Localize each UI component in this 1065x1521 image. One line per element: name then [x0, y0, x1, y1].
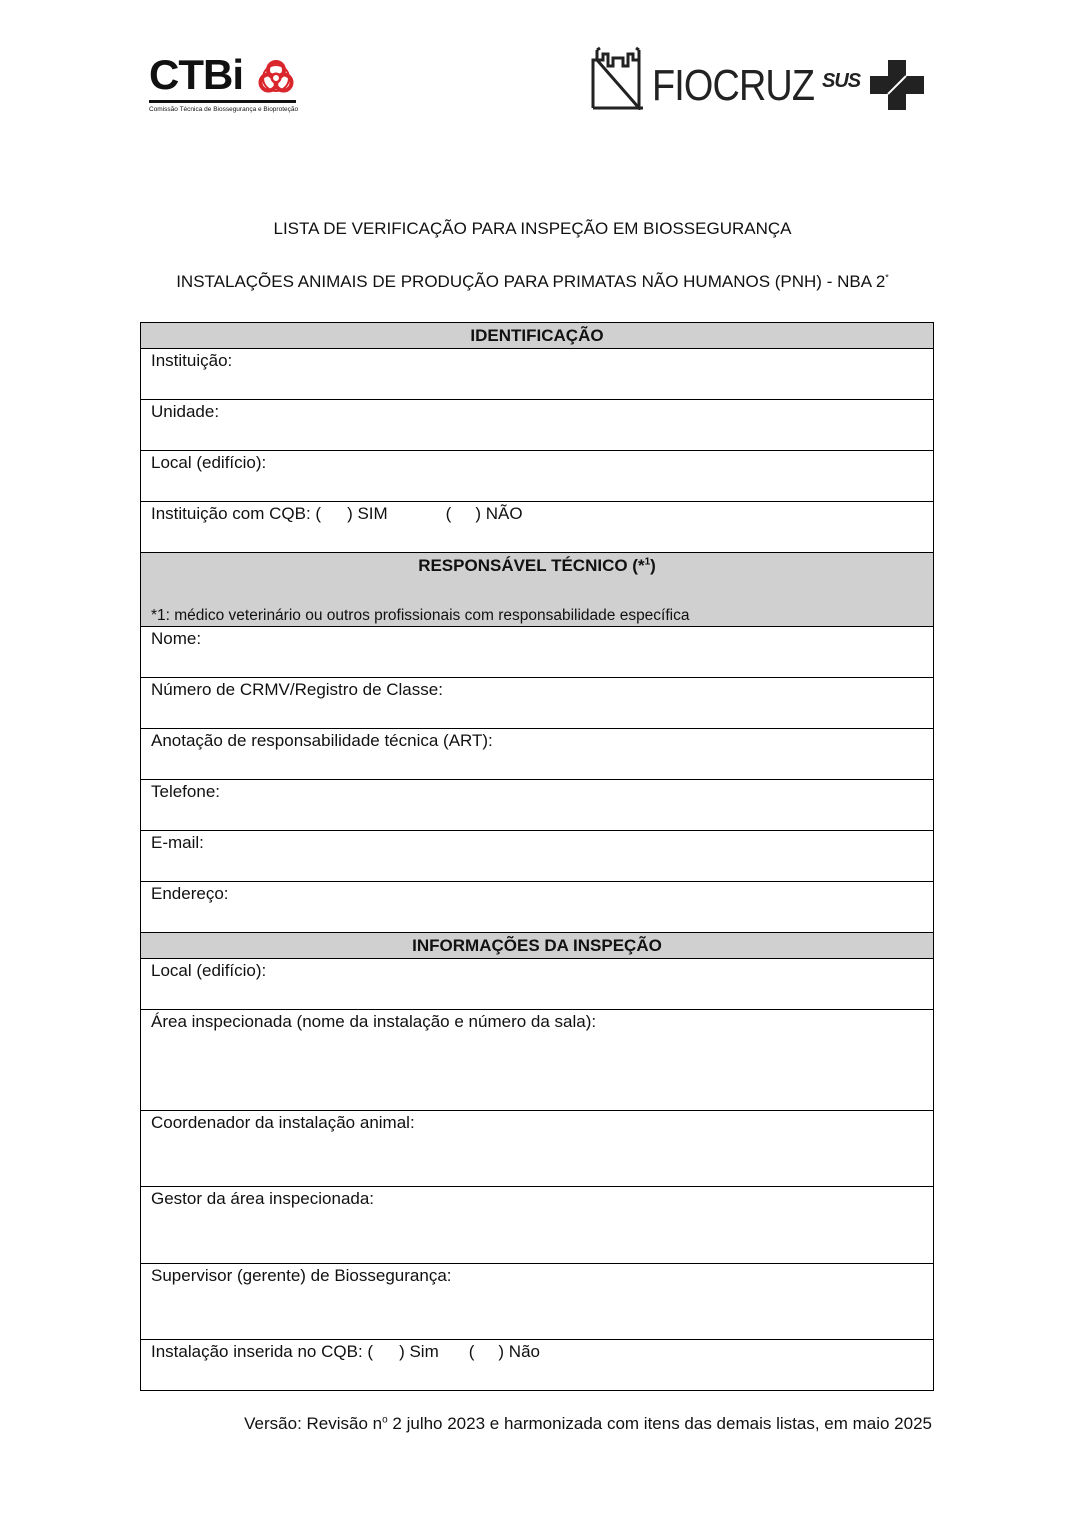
instalacao-cqb-nao-open: (	[468, 1342, 475, 1361]
field-instituicao[interactable]	[141, 349, 933, 400]
field-local-identificacao[interactable]	[141, 451, 933, 502]
fiocruz-logo-text: FIOCRUZ	[652, 61, 815, 110]
field-nome[interactable]	[141, 627, 933, 678]
field-email-label: E-mail:	[151, 833, 204, 852]
sus-logo	[822, 66, 926, 110]
field-area-inspecionada-label: Área inspecionada (nome da instalação e número da sala):	[151, 1012, 597, 1031]
field-instituicao-cqb	[141, 502, 933, 553]
ctbi-subtitle: Comissão Técnica de Biossegurança e Bioproteção	[149, 106, 299, 113]
section-responsavel-title-close: )	[650, 556, 656, 575]
field-art[interactable]	[141, 729, 933, 780]
field-local-inspecao-label: Local (edifício):	[151, 961, 267, 980]
version-footer-pre: Versão: Revisão n	[244, 1414, 383, 1433]
version-footer-post: 2 julho 2023 e harmonizada com itens das demais listas, em maio 2025	[387, 1414, 932, 1433]
field-instalacao-cqb-label	[151, 1342, 540, 1362]
version-footer	[244, 1414, 932, 1434]
field-coordenador-label: Coordenador da instalação animal:	[151, 1113, 415, 1132]
section-responsavel-title-sup: 1	[644, 556, 651, 568]
cqb-nao-option[interactable]: ) NÃO	[475, 504, 523, 523]
field-gestor-label: Gestor da área inspecionada:	[151, 1189, 375, 1208]
sus-logo-text: SUS	[822, 70, 861, 92]
field-instalacao-cqb	[141, 1340, 933, 1391]
field-supervisor[interactable]	[141, 1264, 933, 1340]
section-responsavel-note: *1: médico veterinário ou outros profissionais com responsabilidade específica	[151, 607, 690, 624]
cqb-sim-option[interactable]: ) SIM	[347, 504, 388, 523]
ctbi-underline	[149, 100, 296, 103]
instalacao-cqb-nao-option[interactable]: ) Não	[498, 1342, 540, 1361]
instalacao-cqb-label-text: Instalação inserida no CQB: (	[151, 1342, 374, 1361]
field-telefone-label: Telefone:	[151, 782, 220, 801]
section-inspecao-header	[141, 933, 933, 959]
cqb-nao-open: (	[445, 504, 452, 523]
field-gestor[interactable]	[141, 1187, 933, 1264]
document-title: LISTA DE VERIFICAÇÃO PARA INSPEÇÃO EM BIOSSEGURANÇA	[273, 219, 792, 238]
ctbi-logo-text: CTBi	[149, 51, 243, 98]
castle-icon	[590, 46, 646, 110]
field-unidade[interactable]	[141, 400, 933, 451]
field-local-inspecao[interactable]	[141, 959, 933, 1010]
sus-cross-icon	[870, 60, 924, 110]
cqb-label-text: Instituição com CQB: (	[151, 504, 322, 523]
inspection-form	[140, 322, 934, 1391]
field-coordenador[interactable]	[141, 1111, 933, 1187]
section-responsavel-header	[141, 553, 933, 627]
field-area-inspecionada[interactable]	[141, 1010, 933, 1111]
field-crmv[interactable]	[141, 678, 933, 729]
fiocruz-logo	[590, 46, 815, 110]
field-email[interactable]	[141, 831, 933, 882]
field-art-label: Anotação de responsabilidade técnica (ART):	[151, 731, 493, 750]
field-crmv-label: Número de CRMV/Registro de Classe:	[151, 680, 443, 699]
instalacao-cqb-sim-option[interactable]: ) Sim	[399, 1342, 439, 1361]
section-identificacao-title: IDENTIFICAÇÃO	[470, 326, 604, 345]
field-endereco-label: Endereço:	[151, 884, 229, 903]
section-responsavel-title-text: RESPONSÁVEL TÉCNICO (*	[418, 556, 645, 575]
document-subtitle-text: INSTALAÇÕES ANIMAIS DE PRODUÇÃO PARA PRIMATAS NÃO HUMANOS (PNH) - NBA 2	[176, 272, 886, 291]
field-unidade-label: Unidade:	[151, 402, 220, 421]
field-nome-label: Nome:	[151, 629, 202, 648]
field-telefone[interactable]	[141, 780, 933, 831]
section-inspecao-title: INFORMAÇÕES DA INSPEÇÃO	[412, 936, 662, 955]
section-responsavel-title	[141, 556, 933, 576]
field-instituicao-cqb-label	[151, 504, 523, 524]
field-local-identificacao-label: Local (edifício):	[151, 453, 267, 472]
field-endereco[interactable]	[141, 882, 933, 933]
document-subtitle	[0, 272, 1065, 292]
version-footer-sup: o	[382, 1414, 388, 1426]
field-instituicao-label: Instituição:	[151, 351, 233, 370]
biohazard-icon	[256, 57, 296, 97]
section-identificacao-header	[141, 323, 933, 349]
document-subtitle-footnote-mark: *	[885, 272, 889, 283]
field-supervisor-label: Supervisor (gerente) de Biossegurança:	[151, 1266, 452, 1285]
ctbi-logo	[149, 51, 299, 119]
